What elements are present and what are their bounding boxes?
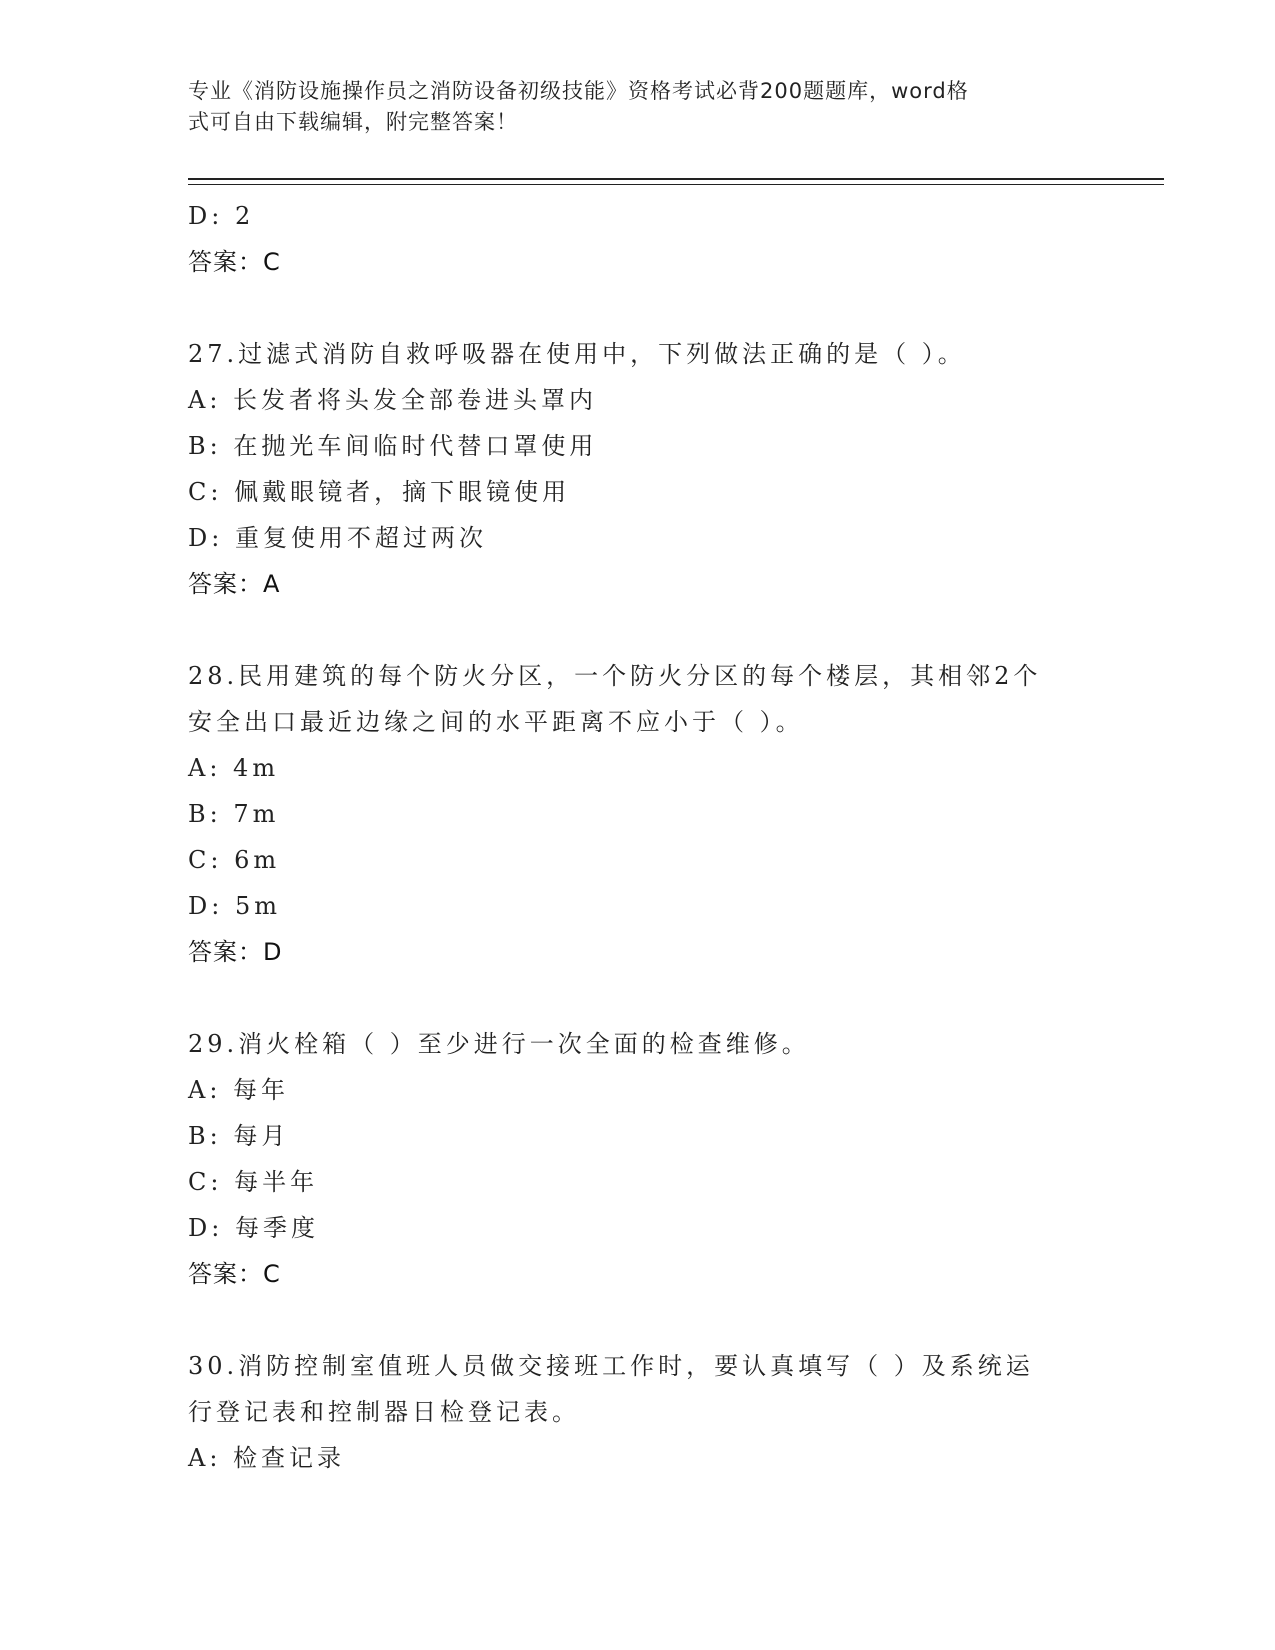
question-29 [188, 1021, 1088, 1297]
option-a: A: 检查记录 [188, 1444, 346, 1472]
question-stem: 27.过滤式消防自救呼吸器在使用中，下列做法正确的是（ ）。 [188, 340, 966, 368]
option-c: C: 每半年 [188, 1168, 319, 1196]
question-stem-line-2: 行登记表和控制器日检登记表。 [188, 1398, 580, 1426]
option-d: D: 2 [188, 202, 255, 230]
header-rule-thin [188, 184, 1164, 185]
option-b: B: 在抛光车间临时代替口罩使用 [188, 432, 598, 460]
option-a: A: 4m [188, 754, 280, 782]
option-b: B: 每月 [188, 1122, 290, 1150]
question-stem: 29.消火栓箱（ ）至少进行一次全面的检查维修。 [188, 1030, 810, 1058]
header-line-1: 专业《消防设施操作员之消防设备初级技能》资格考试必背200题题库，word格 [188, 79, 969, 103]
header-rule-thick [188, 178, 1164, 180]
answer: 答案：D [188, 938, 283, 966]
option-d: D: 每季度 [188, 1214, 319, 1242]
option-d: D: 重复使用不超过两次 [188, 524, 487, 552]
option-b: B: 7m [188, 800, 280, 828]
question-26-tail [188, 193, 1088, 285]
question-27 [188, 331, 1088, 607]
option-a: A: 每年 [188, 1076, 290, 1104]
question-list [188, 193, 1088, 1481]
question-28 [188, 653, 1088, 975]
document-header [188, 76, 1068, 138]
option-a: A: 长发者将头发全部卷进头罩内 [188, 386, 598, 414]
option-c: C: 6m [188, 846, 281, 874]
option-c: C: 佩戴眼镜者，摘下眼镜使用 [188, 478, 571, 506]
option-d: D: 5m [188, 892, 281, 920]
answer: 答案：A [188, 570, 281, 598]
header-line-2: 式可自由下载编辑，附完整答案！ [188, 110, 518, 134]
question-30 [188, 1343, 1088, 1481]
question-stem-line-2: 安全出口最近边缘之间的水平距离不应小于（ ）。 [188, 708, 804, 736]
question-stem-line-1: 30.消防控制室值班人员做交接班工作时，要认真填写（ ）及系统运 [188, 1352, 1034, 1380]
answer: 答案：C [188, 248, 281, 276]
answer: 答案：C [188, 1260, 281, 1288]
question-stem-line-1: 28.民用建筑的每个防火分区，一个防火分区的每个楼层，其相邻2个 [188, 662, 1042, 690]
